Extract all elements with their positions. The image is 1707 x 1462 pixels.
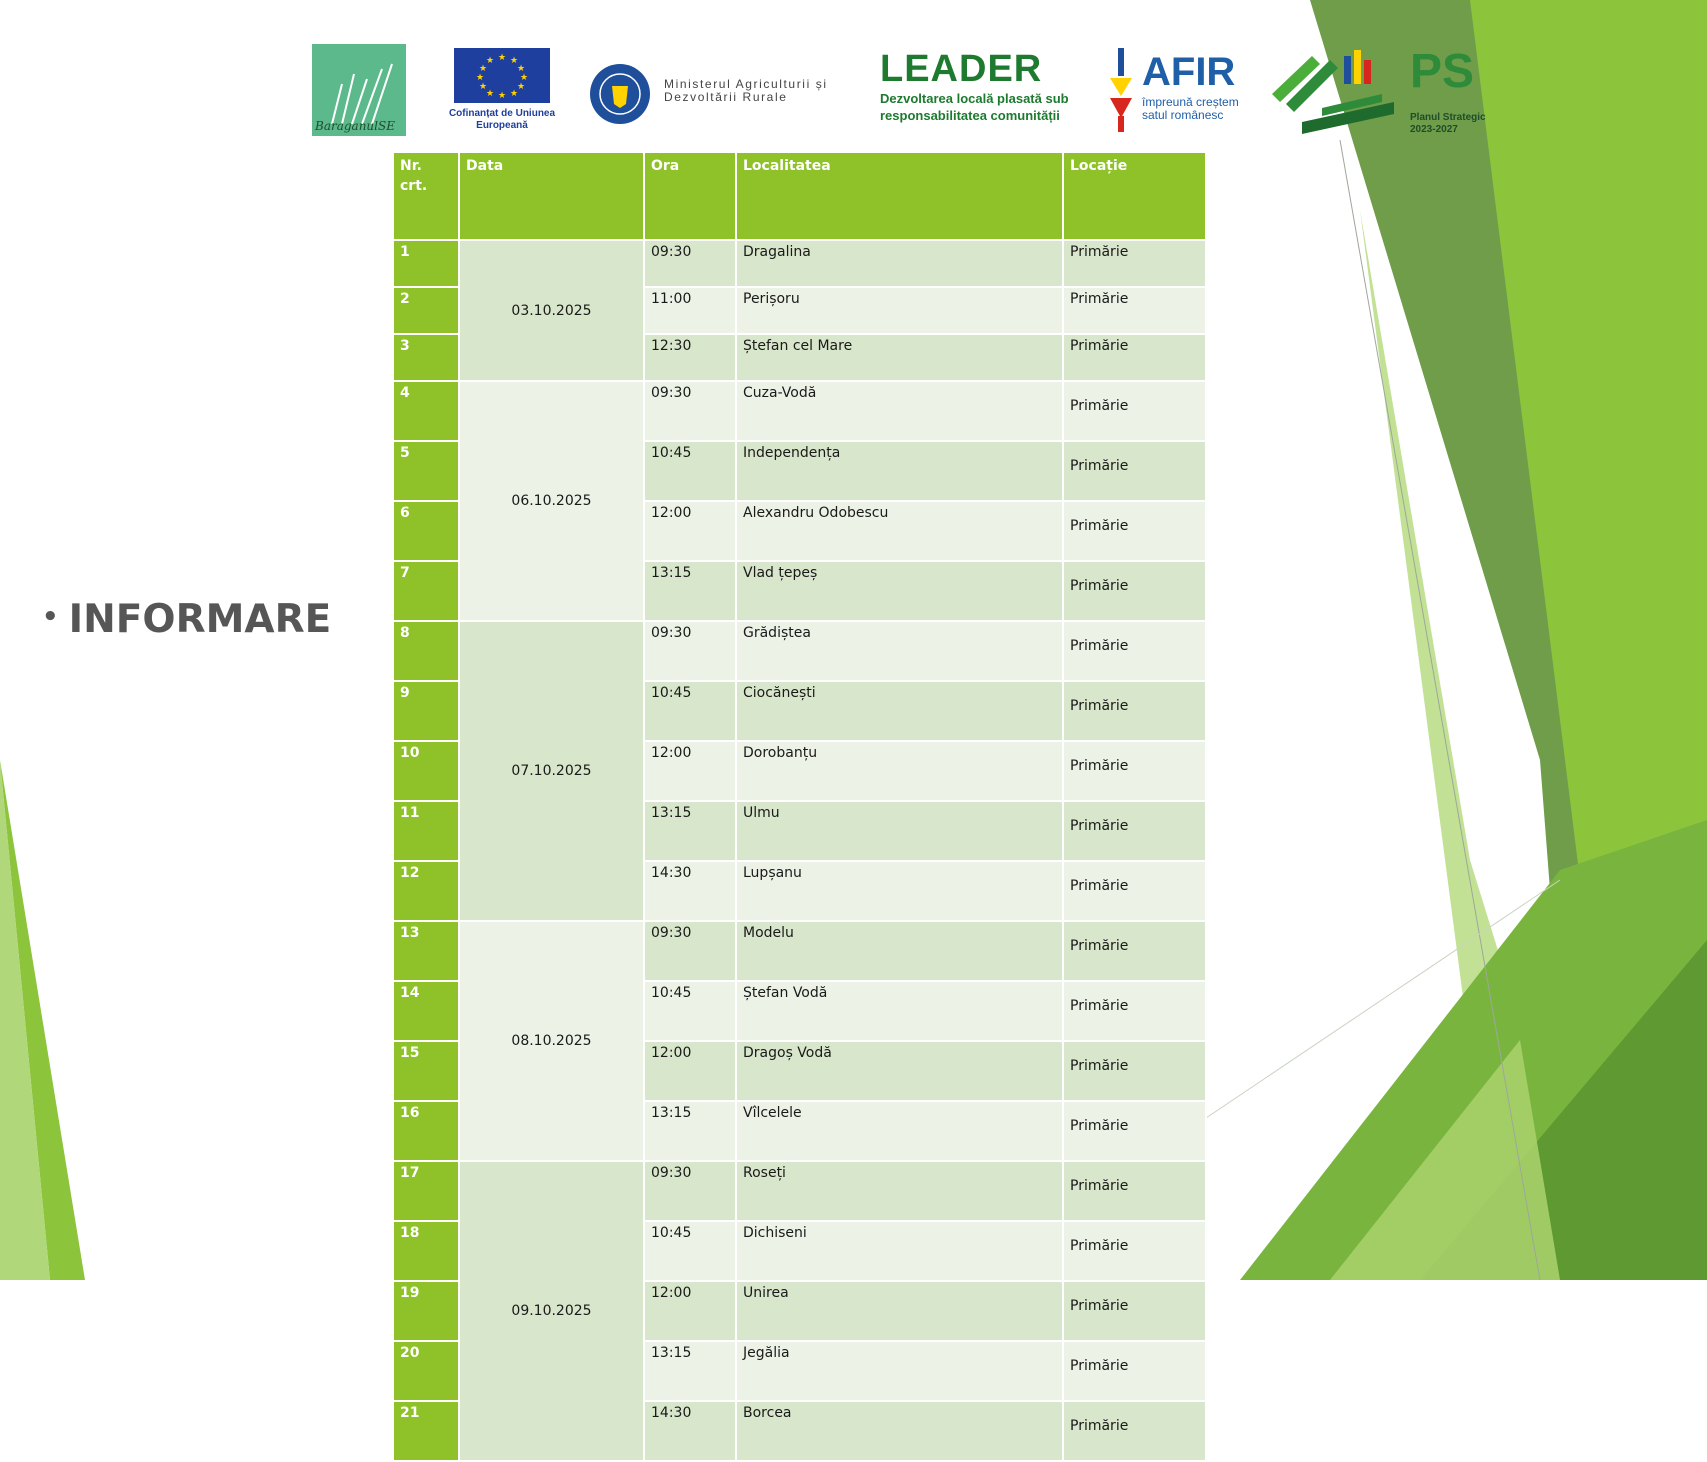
bullet-icon: • — [42, 602, 59, 632]
row-number: 21 — [393, 1401, 459, 1461]
time-cell: 12:00 — [644, 1281, 736, 1341]
row-number: 1 — [393, 240, 459, 287]
eu-cofinancing-logo: ★ ★ ★ ★ ★ ★ ★ ★ ★ ★ ★ ★ Cofinanțat de Uniunea Europeană — [446, 46, 558, 136]
location-cell: Primărie — [1063, 287, 1206, 334]
svg-text:★: ★ — [517, 82, 526, 92]
header-ora: Ora — [644, 152, 736, 240]
row-number: 5 — [393, 441, 459, 501]
baraganul-se-logo: BaraganulSE — [312, 44, 406, 136]
time-cell: 09:30 — [644, 921, 736, 981]
location-cell: Primărie — [1063, 441, 1206, 501]
locality-cell: Ștefan Vodă — [736, 981, 1063, 1041]
time-cell: 09:30 — [644, 240, 736, 287]
location-cell: Primărie — [1063, 981, 1206, 1041]
svg-text:★: ★ — [476, 73, 485, 83]
svg-text:★: ★ — [486, 56, 495, 66]
row-number: 10 — [393, 741, 459, 801]
locality-cell: Vîlcelele — [736, 1101, 1063, 1161]
location-cell: Primărie — [1063, 1161, 1206, 1221]
informare-heading: • INFORMARE — [42, 597, 332, 642]
location-cell: Primărie — [1063, 1281, 1206, 1341]
svg-text:★: ★ — [498, 91, 507, 101]
header-localitatea: Localitatea — [736, 152, 1063, 240]
leader-logo: LEADER Dezvoltarea locală plasată sub responsabilitatea comunității — [880, 48, 1069, 123]
time-cell: 09:30 — [644, 381, 736, 441]
location-cell: Primărie — [1063, 240, 1206, 287]
row-number: 17 — [393, 1161, 459, 1221]
time-cell: 10:45 — [644, 1221, 736, 1281]
header-locatie: Locație — [1063, 152, 1206, 240]
locality-cell: Ștefan cel Mare — [736, 334, 1063, 381]
time-cell: 10:45 — [644, 681, 736, 741]
locality-cell: Vlad țepeș — [736, 561, 1063, 621]
row-number: 16 — [393, 1101, 459, 1161]
locality-cell: Modelu — [736, 921, 1063, 981]
row-number: 15 — [393, 1041, 459, 1101]
location-cell: Primărie — [1063, 741, 1206, 801]
locality-cell: Perișoru — [736, 287, 1063, 334]
locality-cell: Ulmu — [736, 801, 1063, 861]
time-cell: 09:30 — [644, 621, 736, 681]
location-cell: Primărie — [1063, 1101, 1206, 1161]
location-cell: Primărie — [1063, 681, 1206, 741]
locality-cell: Borcea — [736, 1401, 1063, 1461]
time-cell: 12:00 — [644, 741, 736, 801]
time-cell: 13:15 — [644, 561, 736, 621]
table-row — [393, 381, 1206, 441]
table-row — [393, 921, 1206, 981]
date-cell: 09.10.2025 — [459, 1161, 644, 1461]
time-cell: 12:00 — [644, 1041, 736, 1101]
eu-flag-icon — [454, 48, 550, 103]
locality-cell: Dragoș Vodă — [736, 1041, 1063, 1101]
svg-text:★: ★ — [510, 89, 519, 99]
table-row — [393, 240, 1206, 287]
locality-cell: Alexandru Odobescu — [736, 501, 1063, 561]
ps-plan-logo: PS Planul Strategic 2023-2027 — [1272, 46, 1492, 138]
svg-text:★: ★ — [486, 89, 495, 99]
location-cell: Primărie — [1063, 1221, 1206, 1281]
location-cell: Primărie — [1063, 1341, 1206, 1401]
row-number: 11 — [393, 801, 459, 861]
location-cell: Primărie — [1063, 1041, 1206, 1101]
table-header-row — [393, 152, 1206, 240]
row-number: 19 — [393, 1281, 459, 1341]
table-row — [393, 1161, 1206, 1221]
location-cell: Primărie — [1063, 561, 1206, 621]
svg-text:★: ★ — [498, 53, 507, 63]
afir-logo: AFIR împreună creștem satul românesc — [1108, 48, 1248, 132]
location-cell: Primărie — [1063, 501, 1206, 561]
date-cell: 06.10.2025 — [459, 381, 644, 621]
time-cell: 09:30 — [644, 1161, 736, 1221]
time-cell: 11:00 — [644, 287, 736, 334]
svg-text:★: ★ — [510, 56, 519, 66]
svg-text:★: ★ — [479, 82, 488, 92]
locality-cell: Unirea — [736, 1281, 1063, 1341]
row-number: 4 — [393, 381, 459, 441]
locality-cell: Independența — [736, 441, 1063, 501]
header-nr: Nr. crt. — [393, 152, 459, 240]
time-cell: 14:30 — [644, 1401, 736, 1461]
row-number: 7 — [393, 561, 459, 621]
locality-cell: Jegălia — [736, 1341, 1063, 1401]
time-cell: 10:45 — [644, 441, 736, 501]
locality-cell: Grădiștea — [736, 621, 1063, 681]
row-number: 13 — [393, 921, 459, 981]
row-number: 8 — [393, 621, 459, 681]
row-number: 20 — [393, 1341, 459, 1401]
time-cell: 12:30 — [644, 334, 736, 381]
time-cell: 13:15 — [644, 1341, 736, 1401]
location-cell: Primărie — [1063, 381, 1206, 441]
date-cell: 08.10.2025 — [459, 921, 644, 1161]
schedule-table — [392, 151, 1207, 1462]
row-number: 3 — [393, 334, 459, 381]
afir-mark-icon — [1108, 48, 1134, 132]
government-seal-icon — [588, 62, 652, 126]
row-number: 2 — [393, 287, 459, 334]
location-cell: Primărie — [1063, 861, 1206, 921]
row-number: 18 — [393, 1221, 459, 1281]
ministry-label: Ministerul Agriculturii și Dezvoltării Rurale — [664, 77, 828, 104]
svg-text:★: ★ — [520, 73, 529, 83]
location-cell: Primărie — [1063, 801, 1206, 861]
row-number: 12 — [393, 861, 459, 921]
table-row — [393, 621, 1206, 681]
row-number: 14 — [393, 981, 459, 1041]
time-cell: 10:45 — [644, 981, 736, 1041]
locality-cell: Dragalina — [736, 240, 1063, 287]
locality-cell: Ciocănești — [736, 681, 1063, 741]
time-cell: 14:30 — [644, 861, 736, 921]
ps-stripes-icon — [1272, 46, 1402, 138]
date-cell: 03.10.2025 — [459, 240, 644, 381]
locality-cell: Lupșanu — [736, 861, 1063, 921]
row-number: 6 — [393, 501, 459, 561]
location-cell: Primărie — [1063, 334, 1206, 381]
svg-text:★: ★ — [479, 64, 488, 74]
table-body — [393, 240, 1206, 1461]
location-cell: Primărie — [1063, 621, 1206, 681]
svg-text:★: ★ — [517, 64, 526, 74]
time-cell: 12:00 — [644, 501, 736, 561]
locality-cell: Dorobanțu — [736, 741, 1063, 801]
locality-cell: Cuza-Vodă — [736, 381, 1063, 441]
time-cell: 13:15 — [644, 801, 736, 861]
locality-cell: Dichiseni — [736, 1221, 1063, 1281]
locality-cell: Roseți — [736, 1161, 1063, 1221]
header-data: Data — [459, 152, 644, 240]
location-cell: Primărie — [1063, 921, 1206, 981]
row-number: 9 — [393, 681, 459, 741]
location-cell: Primărie — [1063, 1401, 1206, 1461]
date-cell: 07.10.2025 — [459, 621, 644, 921]
time-cell: 13:15 — [644, 1101, 736, 1161]
